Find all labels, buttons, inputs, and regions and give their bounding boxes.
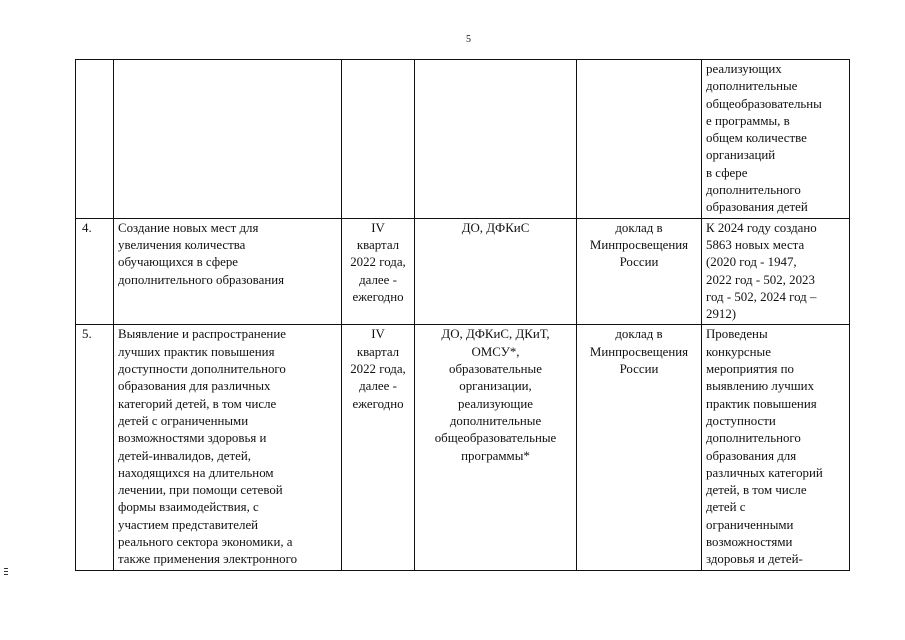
table-row (76, 218, 850, 325)
cell-text-line: (2020 год - 1947, (706, 255, 797, 270)
cell-text-line: 2912) (706, 307, 737, 322)
cell-text-line: России (619, 255, 659, 270)
cell-text-line: дополнительные (706, 79, 798, 94)
cell-text-line: далее - (359, 379, 397, 394)
cell-text-line: категорий детей, в том числе (118, 396, 277, 411)
cell-text-line: доклад в (615, 327, 663, 342)
cell-text-line: доступности дополнительного (118, 362, 286, 377)
cell-text-line: программы* (461, 448, 530, 463)
cell-text-line: различных категорий (706, 465, 823, 480)
cell-text-line: реализующих (706, 62, 782, 76)
result-cell (702, 218, 850, 325)
result-cell (702, 60, 850, 219)
table-row (76, 325, 850, 570)
cell-text-line: России (619, 362, 659, 377)
cell-text-line: реального сектора экономики, а (118, 535, 293, 550)
cell-text-line: 5863 новых места (706, 237, 805, 252)
cell-text-line: общеобразовательны (706, 96, 822, 111)
cell-text-line: ДО, ДФКиС (461, 220, 530, 235)
cell-text-line: детей с ограниченными (118, 413, 249, 428)
page-number: 5 (466, 34, 471, 45)
cell-text-line: выявлению лучших (706, 379, 815, 394)
cell-text-line: дополнительного (706, 183, 801, 198)
plan-table (75, 59, 850, 571)
cell-text-line: 2022 год - 502, 2023 (706, 272, 815, 287)
cell-text-line: организации, (459, 379, 532, 394)
cell-text-line: 2022 года, (350, 255, 406, 270)
cell-text-line: Создание новых мест для (118, 220, 259, 235)
cell-text-line: реализующие (458, 396, 533, 411)
cell-text-line: Выявление и распространение (118, 327, 286, 342)
cell-text-line: образования для различных (118, 379, 271, 394)
row-number-cell (76, 60, 114, 219)
row-number-cell (76, 218, 114, 325)
cell-text-line: ежегодно (352, 396, 404, 411)
cell-text-line: мероприятия по (706, 362, 794, 377)
cell-text-line: практик повышения (706, 396, 817, 411)
cell-text-line: образования для (706, 448, 797, 463)
responsible-cell (415, 60, 577, 219)
cell-text-line: квартал (356, 344, 400, 359)
cell-text-line: также применения электронного (118, 552, 298, 567)
cell-text-line: детей-инвалидов, детей, (118, 448, 251, 463)
plan-table-body (76, 60, 850, 571)
cell-text-line: в сфере (706, 165, 748, 180)
cell-text-line: обучающихся в сфере (118, 255, 238, 270)
cell-text-line: лучших практик повышения (118, 344, 275, 359)
cell-text-line: Минпросвещения (589, 237, 689, 252)
cell-text-line: IV (371, 327, 385, 342)
cell-text-line: дополнительные (449, 413, 542, 428)
cell-text-line: общем количестве (706, 131, 807, 146)
cell-text-line: ограниченными (706, 517, 794, 532)
activity-cell (114, 218, 342, 325)
cell-text-line: возможностями здоровья и (118, 431, 267, 446)
row-number: 5. (82, 327, 92, 342)
cell-text-line: дополнительного образования (118, 272, 285, 287)
cell-text-line: доклад в (615, 220, 663, 235)
row-number-cell (76, 325, 114, 570)
cell-text-line: детей с (706, 500, 746, 515)
activity-cell (114, 325, 342, 570)
table-row (76, 60, 850, 219)
cell-text-line: Минпросвещения (589, 344, 689, 359)
cell-text-line: Проведены (706, 327, 768, 342)
cell-text-line: детей, в том числе (706, 483, 807, 498)
cell-text-line: 2022 года, (350, 362, 406, 377)
cell-text-line: увеличения количества (118, 237, 246, 252)
cell-text-line: квартал (356, 237, 400, 252)
deadline-cell (342, 218, 415, 325)
cell-text-line: е программы, в (706, 113, 790, 128)
cell-text-line: формы взаимодействия, с (118, 500, 259, 515)
cell-text-line: находящихся на длительном (118, 465, 274, 480)
result-cell (702, 325, 850, 570)
cell-text-line: образовательные (449, 362, 542, 377)
cell-text-line: участием представителей (118, 517, 259, 532)
deadline-cell (342, 60, 415, 219)
deadline-cell (342, 325, 415, 570)
report-form-cell (577, 325, 702, 570)
cell-text-line: образования детей (706, 200, 808, 215)
cell-text-line: ДО, ДФКиС, ДКиТ, (441, 327, 550, 342)
responsible-cell (415, 218, 577, 325)
cell-text-line: здоровья и детей- (706, 552, 803, 567)
report-form-cell (577, 218, 702, 325)
cell-text-line: возможностями (706, 535, 793, 550)
report-form-cell (577, 60, 702, 219)
activity-cell (114, 60, 342, 219)
cell-text-line: общеобразовательные (434, 431, 557, 446)
cell-text-line: год - 502, 2024 год – (706, 289, 817, 304)
cell-text-line: IV (371, 220, 385, 235)
cell-text-line: лечении, при помощи сетевой (118, 483, 283, 498)
cell-text-line: далее - (359, 272, 397, 287)
cell-text-line: К 2024 году создано (706, 220, 817, 235)
cell-text-line: ОМСУ*, (471, 344, 520, 359)
cell-text-line: дополнительного (706, 431, 801, 446)
cell-text-line: организаций (706, 148, 776, 163)
margin-tick-marks (4, 568, 8, 578)
cell-text-line: ежегодно (352, 289, 404, 304)
cell-text-line: конкурсные (706, 344, 771, 359)
row-number: 4. (82, 220, 92, 235)
responsible-cell (415, 325, 577, 570)
cell-text-line: доступности (706, 413, 776, 428)
